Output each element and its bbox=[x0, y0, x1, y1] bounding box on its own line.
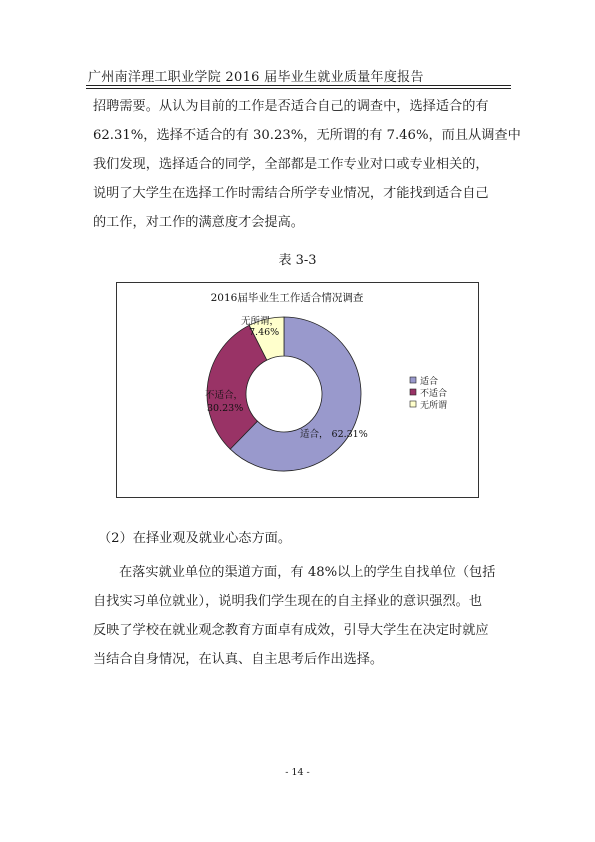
page-number: - 14 - bbox=[285, 767, 310, 778]
donut-chart bbox=[116, 282, 479, 498]
paragraph-line: 说明了大学生在选择工作时需结合所学专业情况，才能找到适合自己 bbox=[93, 186, 489, 201]
paragraph-line: 招聘需要。从认为目前的工作是否适合自己的调查中，选择适合的有 bbox=[93, 99, 489, 114]
legend-swatch-1 bbox=[410, 389, 416, 395]
paragraph-line: 反映了学校在就业观念教育方面卓有成效，引导大学生在决定时就应 bbox=[93, 623, 489, 638]
legend-label-1: 不适合 bbox=[420, 389, 448, 399]
paragraph-line: 自找实习单位就业），说明我们学生现在的自主择业的意识强烈。也 bbox=[93, 594, 483, 609]
paragraph-line: 的工作，对工作的满意度才会提高。 bbox=[93, 215, 304, 230]
legend-label-2: 无所谓 bbox=[420, 401, 448, 411]
legend-swatch-2 bbox=[410, 401, 416, 407]
data-label-unsuitable-name: 不适合， bbox=[205, 390, 244, 401]
section-heading bbox=[98, 524, 518, 553]
table-caption: 表 3-3 bbox=[278, 253, 317, 268]
data-label-suitable: 适合， 62.31% bbox=[300, 429, 368, 440]
paragraph-line: 62.31%，选择不适合的有 30.23%，无所谓的有 7.46%，而且从调查中 bbox=[93, 128, 521, 143]
data-label-indifferent-value: 7.46% bbox=[249, 327, 280, 338]
chart-canvas bbox=[117, 283, 478, 497]
header-rule-thin bbox=[86, 88, 511, 89]
report-header: 广州南洋理工职业学院 2016 届毕业生就业质量年度报告 bbox=[88, 70, 424, 85]
paragraph-line: 我们发现，选择适合的同学，全部都是工作专业对口或专业相关的， bbox=[93, 157, 489, 172]
legend-swatch-0 bbox=[410, 377, 416, 383]
legend-label-0: 适合 bbox=[420, 377, 439, 387]
data-label-unsuitable-value: 30.23% bbox=[207, 403, 244, 414]
paragraph-2 bbox=[93, 558, 513, 674]
paragraph-line: 在落实就业单位的渠道方面，有 48%以上的学生自找单位（包括 bbox=[119, 565, 496, 580]
chart-title: 2016届毕业生工作适合情况调查 bbox=[210, 292, 364, 304]
header-rule bbox=[86, 85, 511, 86]
data-label-indifferent-name: 无所谓， bbox=[241, 316, 280, 327]
paragraph-line: 当结合自身情况，在认真、自主思考后作出选择。 bbox=[93, 652, 384, 667]
paragraph-1 bbox=[93, 92, 521, 237]
section-heading-text: （2）在择业观及就业心态方面。 bbox=[98, 531, 292, 546]
